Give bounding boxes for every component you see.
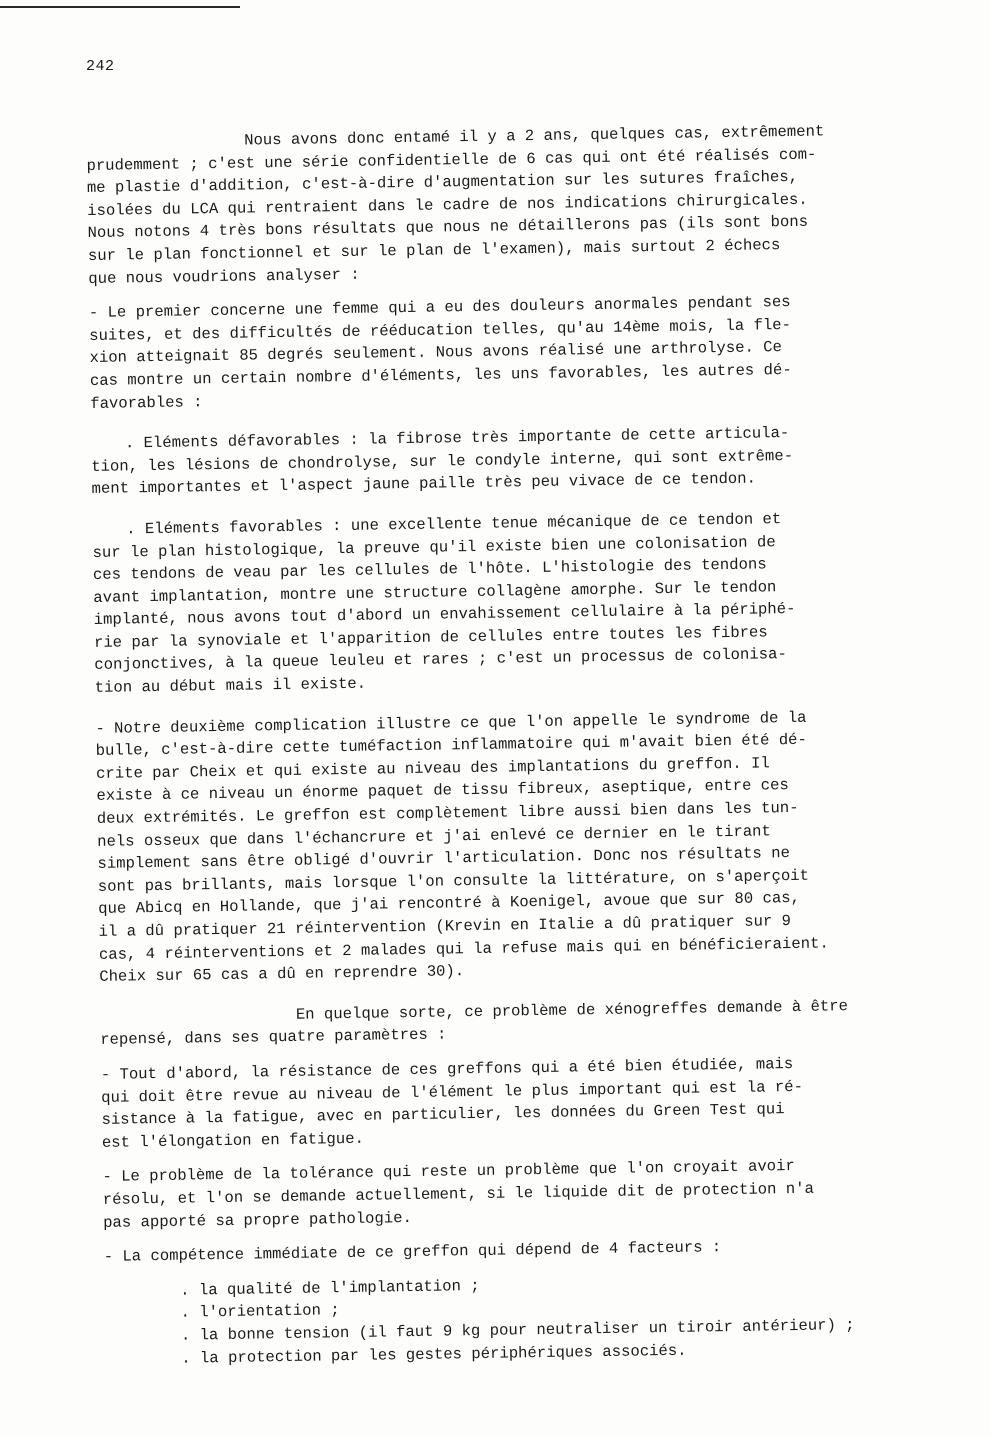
text-line: que nous voudrions analyser : <box>88 265 360 288</box>
text-line: - Tout d'abord, la résistance de ces greffons qui a été bien étudiée, mais <box>100 1054 794 1084</box>
text-line: simplement sans être obligé d'ouvrir l'articulation. Donc nos résultats ne <box>97 844 791 874</box>
text-line: Cheix sur 65 cas a dû en reprendre 30). <box>99 962 465 987</box>
text-line: existe à ce niveau un énorme paquet de tissu fibreux, aseptique, entre ces <box>96 776 789 806</box>
text-line: crite par Cheix et qui existe au niveau des implantations du greffon. Il <box>95 754 770 783</box>
text-line: avant implantation, montre une structure collagène amorphe. Sur le tendon <box>93 577 777 607</box>
text-line: cas, 4 réinterventions et 2 malades qui la refuse mais qui en bénéficieraient. <box>98 934 829 964</box>
text-line: résolu, et l'on se demande actuellement, si le liquide dit de protection n'a <box>102 1179 815 1209</box>
text-line: pas apporté sa propre pathologie. <box>102 1208 413 1232</box>
text-line: En quelque sorte, ce problème de xénogreffes demande à être <box>295 996 849 1024</box>
text-line: ces tendons de veau par les cellules de l'hôte. L'histologie des tendons <box>92 555 767 585</box>
list-item: . la bonne tension (il faut 9 kg pour neutraliser un tiroir antérieur) ; <box>180 1315 855 1345</box>
text-line: isolées du LCA qui rentraient dans le cadre de nos indications chirurgicales. <box>87 190 808 220</box>
text-line: - Notre deuxième complication illustre ce que l'on appelle le syndrome de la <box>95 708 807 738</box>
text-line: suites, et des difficultés de rééducation telles, qu'au 14ème mois, la fle- <box>89 315 792 345</box>
text-line: . Eléments favorables : une excellente tenue mécanique de ce tendon et <box>126 510 782 539</box>
text-line: me plastie d'addition, c'est-à-dire d'augmentation sur les sutures fraîches, <box>86 168 799 198</box>
text-line: - Le premier concerne une femme qui a eu des douleurs anormales pendant ses <box>88 293 791 323</box>
text-line: deux extrémités. Le greffon est complètement libre aussi bien dans les tun- <box>96 798 799 828</box>
text-line: prudemment ; c'est une série confidentielle de 6 cas qui ont été réalisés com- <box>86 145 817 175</box>
text-line: tion, les lésions de chondrolyse, sur le condyle interne, qui sont extrême- <box>91 446 794 476</box>
text-line: - La compétence immédiate de ce greffon qui dépend de 4 facteurs : <box>103 1238 722 1266</box>
page-number: 242 <box>86 58 115 75</box>
text-line: Nous notons 4 très bons résultats que nous ne détaillerons pas (ils sont bons <box>87 213 809 243</box>
document-body <box>86 118 965 1370</box>
text-line: ment importantes et l'aspect jaune paille très peu vivace de ce tendon. <box>91 469 757 499</box>
factors-list <box>104 1267 965 1371</box>
text-line: est l'élongation en fatigue. <box>101 1129 365 1152</box>
list-item: . la qualité de l'implantation ; <box>180 1276 480 1300</box>
list-item: . la protection par les gestes périphériques associés. <box>181 1341 687 1368</box>
text-line: sont pas brillants, mais lorsque l'on consulte la littérature, on s'aperçoit <box>97 866 810 896</box>
text-line: bulle, c'est-à-dire cette tuméfaction inflammatoire qui m'avait bien été dé- <box>95 731 807 761</box>
text-line: conjonctives, à la queue leuleu et rares ; c'est un processus de colonisa- <box>94 645 787 675</box>
text-line: rie par la synoviale et l'apparition de cellules entre toutes les fibres <box>93 623 768 652</box>
text-line: Nous avons donc entamé il y a 2 ans, quelques cas, extrêmement <box>244 122 825 150</box>
text-line: que Abicq en Hollande, que j'ai rencontré à Koenigel, avoue que sur 80 cas, <box>98 889 801 919</box>
text-line: repensé, dans ses quatre paramètres : <box>100 1025 447 1050</box>
text-line: - Le problème de la tolérance qui reste un problème que l'on croyait avoir <box>102 1157 795 1187</box>
text-line: favorables : <box>90 392 203 413</box>
resistance-paragraph <box>101 1050 962 1154</box>
text-line: cas montre un certain nombre d'éléments, les uns favorables, les autres dé- <box>89 360 792 390</box>
intro-paragraph <box>86 118 948 290</box>
text-line: sistance à la fatigue, avec en particulier, les données du Green Test qui <box>101 1100 785 1130</box>
second-case-paragraph <box>95 704 959 989</box>
first-case-paragraph <box>89 289 951 415</box>
text-line: xion atteignait 85 degrés seulement. Nous avons réalisé une arthrolyse. Ce <box>89 338 783 368</box>
text-line: il a dû pratiquer 21 réintervention (Krevin en Italie a dû pratiquer sur 9 <box>98 912 792 941</box>
text-line: sur le plan histologique, la preuve qu'il existe bien une colonisation de <box>92 532 776 562</box>
favorable-elements-paragraph <box>92 505 955 699</box>
text-line: sur le plan fonctionnel et sur le plan de l'examen), mais surtout 2 échecs <box>87 236 781 265</box>
text-line: nels osseux que dans l'échancrure et j'ai enlevé ce dernier en le tirant <box>97 821 771 851</box>
top-rule <box>0 6 240 8</box>
competence-paragraph <box>103 1232 965 1370</box>
text-line: . Eléments défavorables : la fibrose très importante de cette articula- <box>124 424 790 453</box>
text-line: implanté, nous avons tout d'abord un envahissement cellulaire à la périphé- <box>93 600 796 630</box>
text-line: qui doit être revue au niveau de l'élément le plus important qui est la ré- <box>101 1077 804 1107</box>
text-line: tion au début mais il existe. <box>94 674 367 697</box>
list-item: . l'orientation ; <box>180 1301 340 1322</box>
